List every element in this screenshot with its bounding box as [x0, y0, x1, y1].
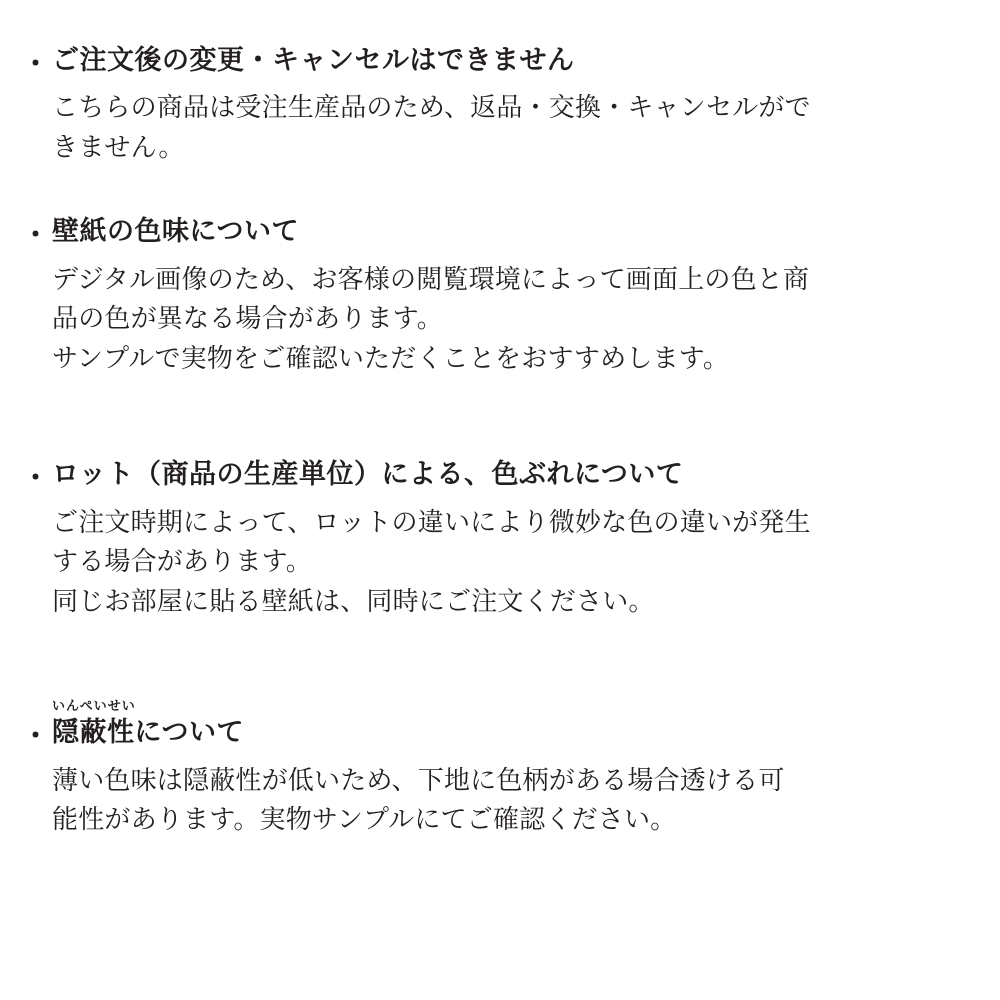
body-line: デジタル画像のため、お客様の閲覧環境によって画面上の色と商 — [52, 263, 810, 294]
body-line: 薄い色味は隠蔽性が低いため、下地に色柄がある場合透ける可 — [52, 764, 785, 795]
bullet-icon: ・ — [22, 721, 49, 752]
body-line: ご注文時期によって、ロットの違いにより微妙な色の違いが発生 — [52, 506, 811, 537]
notice-section-wallpaper-color — [22, 213, 970, 378]
bullet-icon: ・ — [22, 49, 49, 79]
notice-section-order-change — [22, 42, 970, 167]
section-heading: 壁紙の色味について — [52, 216, 299, 247]
section-heading-row — [22, 456, 970, 492]
section-heading: ロット（商品の生産単位）による、色ぶれについて — [52, 459, 684, 490]
section-body — [52, 503, 970, 622]
body-line: 品の色が異なる場合があります。 — [52, 303, 443, 334]
section-body — [52, 260, 970, 379]
bullet-icon: ・ — [22, 463, 49, 494]
body-line: サンプルで実物をご確認いただくことをおすすめします。 — [52, 342, 730, 373]
section-heading-row — [22, 714, 970, 750]
body-line: きません。 — [52, 131, 185, 162]
section-heading: ご注文後の変更・キャンセルはできません — [52, 45, 575, 75]
bullet-icon: ・ — [22, 220, 49, 251]
section-heading: 隠蔽性について — [52, 717, 244, 748]
body-line: する場合があります。 — [52, 546, 312, 577]
body-line: こちらの商品は受注生産品のため、返品・交換・キャンセルがで — [52, 92, 811, 123]
notice-section-lot-color-variation — [22, 456, 970, 621]
body-line: 同じお部屋に貼る壁紙は、同時にご注文ください。 — [52, 585, 655, 616]
section-body — [52, 761, 970, 840]
section-body — [52, 88, 970, 167]
body-line: 能性があります。実物サンプルにてご確認ください。 — [52, 804, 677, 835]
section-heading-row — [22, 213, 970, 249]
ruby-annotation: いんぺいせい — [52, 698, 136, 714]
section-heading-row — [22, 42, 970, 78]
notice-section-opacity — [22, 699, 970, 839]
